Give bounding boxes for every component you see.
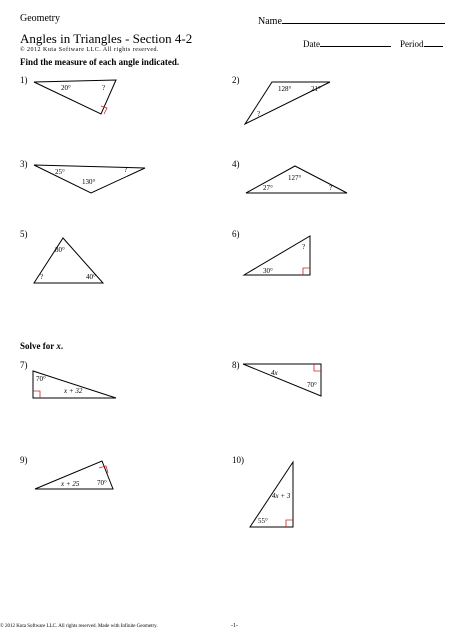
angle-label: 70° [36,375,46,383]
angle-label: 25° [55,168,65,176]
angle-label: 128° [278,85,292,93]
angle-label: 80° [55,246,65,254]
page-number: -1- [231,623,238,629]
angle-label: 70° [307,381,317,389]
name-label: Name [258,16,282,27]
right-angle-mark [33,391,40,398]
problem-number: 6) [232,229,240,239]
angle-label: ? [257,110,261,118]
problem-number: 4) [232,159,240,169]
instruction-variable: x [56,341,61,351]
expression-label: 4x + 3 [272,492,291,500]
expression-label: 4x [271,369,278,377]
angle-label: 55° [258,517,268,525]
worksheet-title: Angles in Triangles - Section 4-2 [20,31,193,46]
angle-label: ? [40,273,44,281]
problem-number: 8) [232,360,240,370]
problem-number: 2) [232,75,240,85]
angle-label: ? [302,243,306,251]
triangle-6 [244,236,310,275]
period-label: Period [400,39,424,49]
problem-number: 7) [20,360,28,370]
problem-number: 5) [20,229,28,239]
instruction-suffix: . [60,341,64,351]
angle-label: 30° [263,267,273,275]
subject-label: Geometry [20,13,60,24]
angle-label: ? [329,184,333,192]
angle-label: ? [102,84,106,92]
angle-label: ? [124,166,128,174]
copyright-line: © 2012 Kuta Software LLC. All rights reserved. [20,47,160,53]
expression-label: x + 25 [61,480,80,488]
problem-number: 1) [20,75,28,85]
angle-label: 27° [263,184,273,192]
angle-label: 70° [97,479,107,487]
angle-label: 127° [288,174,302,182]
problem-number: 10) [232,455,244,465]
instruction-prefix: Solve for [20,341,57,351]
triangle-8 [243,364,321,396]
right-angle-mark [314,364,321,371]
expression-label: x + 32 [64,387,83,395]
right-angle-mark [286,520,293,527]
problem-number: 9) [20,455,28,465]
angle-label: 130° [82,178,96,186]
instruction-find-angles: Find the measure of each angle indicated. [20,57,180,67]
angle-label: 20° [61,84,71,92]
problem-number: 3) [20,159,28,169]
right-angle-mark [303,268,310,275]
footer-copyright: © 2012 Kuta Software LLC. All rights reserved. Made with Infinite Geometry. [0,624,158,629]
date-label: Date [303,39,320,49]
angle-label: 40° [86,273,96,281]
angle-label: 21° [311,85,321,93]
